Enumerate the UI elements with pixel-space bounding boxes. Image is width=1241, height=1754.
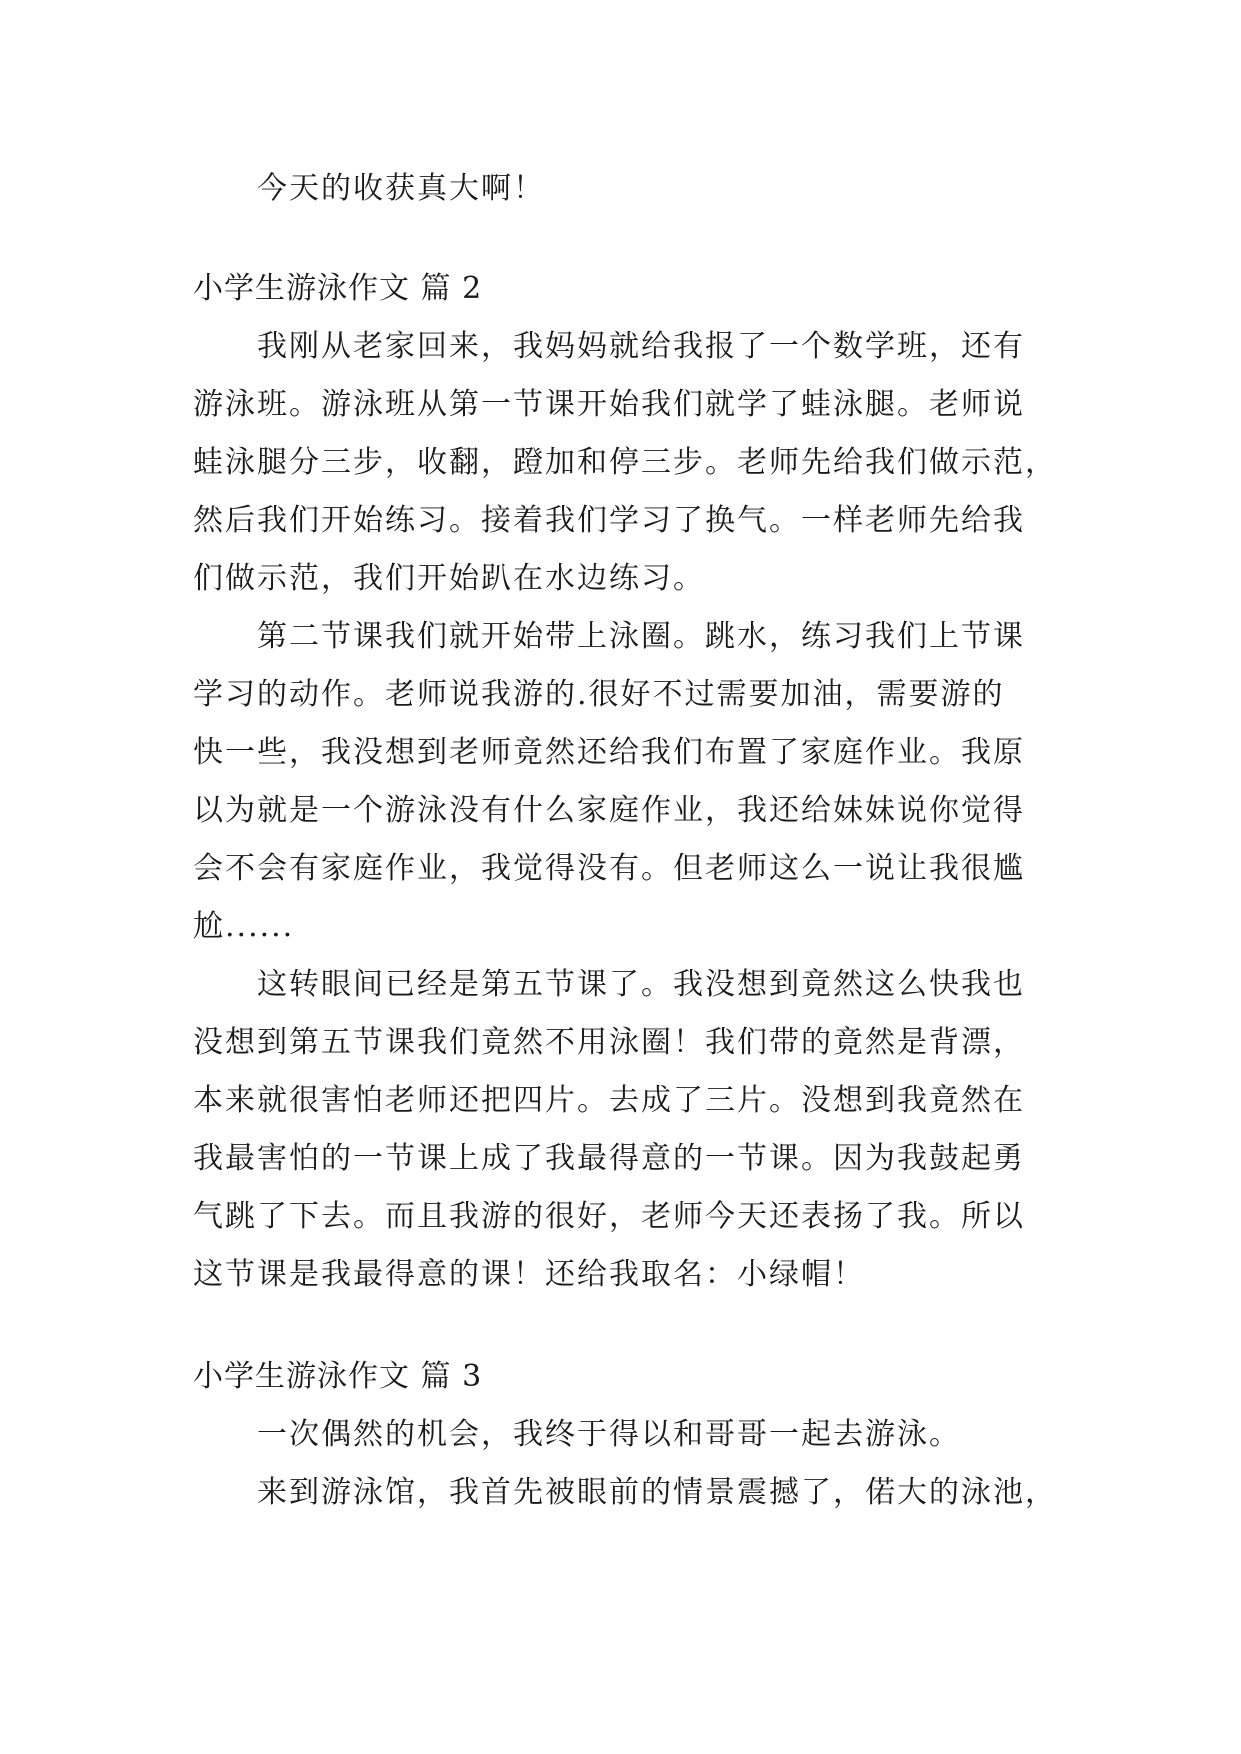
section-heading-2: 小学生游泳作文 篇 2	[193, 271, 483, 306]
paragraph-line: 来到游泳馆，我首先被眼前的情景震撼了，偌大的泳池，	[257, 1475, 1057, 1510]
section-2-paragraph-3	[193, 956, 1053, 1304]
paragraph-line: 气跳了下去。而且我游的很好，老师今天还表扬了我。所以	[193, 1199, 1025, 1234]
section-3-paragraph-1	[193, 1406, 1053, 1464]
section-2-paragraph-1	[193, 318, 1057, 608]
paragraph-line: 学习的动作。老师说我游的.很好不过需要加油，需要游的	[193, 677, 1005, 712]
document-body	[193, 160, 1057, 1522]
paragraph-line: 会不会有家庭作业，我觉得没有。但老师这么一说让我很尴	[193, 851, 1025, 886]
intro-closing-line: 今天的收获真大啊！	[257, 171, 545, 206]
section-heading-3: 小学生游泳作文 篇 3	[193, 1359, 483, 1394]
section-2-paragraph-2	[193, 608, 1053, 956]
paragraph-line: 蛙泳腿分三步，收翻，蹬加和停三步。老师先给我们做示范，	[193, 445, 1057, 480]
paragraph-line: 然后我们开始练习。接着我们学习了换气。一样老师先给我	[193, 503, 1025, 538]
paragraph-line: 快一些，我没想到老师竟然还给我们布置了家庭作业。我原	[193, 735, 1025, 770]
paragraph-line: 尬......	[193, 909, 295, 944]
paragraph-line: 游泳班。游泳班从第一节课开始我们就学了蛙泳腿。老师说	[193, 387, 1025, 422]
paragraph-line: 以为就是一个游泳没有什么家庭作业，我还给妹妹说你觉得	[193, 793, 1025, 828]
paragraph-line: 们做示范，我们开始趴在水边练习。	[193, 561, 705, 596]
paragraph-line: 这节课是我最得意的课！还给我取名：小绿帽！	[193, 1257, 865, 1292]
paragraph-line: 第二节课我们就开始带上泳圈。跳水，练习我们上节课	[257, 619, 1025, 654]
paragraph-line: 这转眼间已经是第五节课了。我没想到竟然这么快我也	[257, 967, 1025, 1002]
paragraph-line: 没想到第五节课我们竟然不用泳圈！我们带的竟然是背漂，	[193, 1025, 1025, 1060]
paragraph-line: 我最害怕的一节课上成了我最得意的一节课。因为我鼓起勇	[193, 1141, 1025, 1176]
section-3-paragraph-2	[193, 1464, 1057, 1522]
paragraph-line: 我刚从老家回来，我妈妈就给我报了一个数学班，还有	[257, 329, 1025, 364]
paragraph-line: 一次偶然的机会，我终于得以和哥哥一起去游泳。	[257, 1417, 961, 1452]
paragraph-line: 本来就很害怕老师还把四片。去成了三片。没想到我竟然在	[193, 1083, 1025, 1118]
